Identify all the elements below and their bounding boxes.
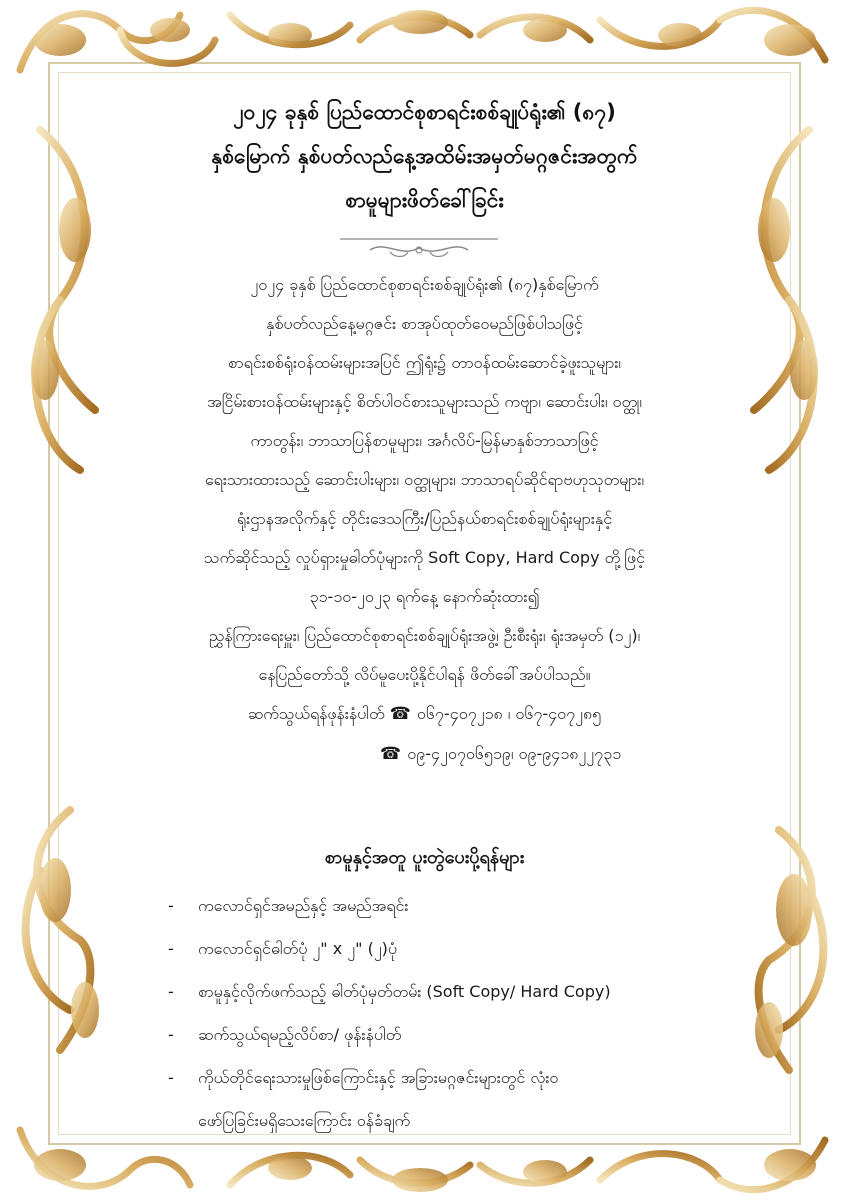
telephone-icon: ☎ — [389, 704, 411, 724]
flourish-divider — [340, 236, 498, 260]
body-line: ၂၀၂၄ ခုနှစ် ပြည်ထောင်စုစာရင်းစစ်ချုပ်ရုံး၏ (၈၇)နှစ်မြောက် — [250, 275, 599, 294]
list-item-text: ဆက်သွယ်ရမည့်လိပ်စာ/ ဖုန်းနံပါတ် — [198, 1025, 402, 1044]
body-line: ရေးသားထားသည့် ဆောင်းပါးများ၊ ဝတ္ထုများ၊ ဘာသာရပ်ဆိုင်ရာဗဟုသုတများ၊ — [204, 470, 645, 489]
list-dash: - — [168, 1068, 174, 1087]
requirements-list — [168, 884, 768, 1142]
list-item-continuation: ဖော်ပြခြင်းမရှိသေးကြောင်း ဝန်ခံချက် — [198, 1111, 411, 1130]
list-item-text: စာမူနှင့်လိုက်ဖက်သည့် ဓါတ်ပုံမှတ်တမ်း (Soft Copy/ Hard Copy) — [198, 982, 611, 1001]
list-item — [168, 970, 768, 1013]
list-dash: - — [168, 896, 174, 915]
list-dash: - — [168, 982, 174, 1001]
list-dash: - — [168, 939, 174, 958]
list-item-text: ကလောင်ရှင်အမည်နှင့် အမည်အရင်း — [198, 896, 409, 915]
body-line: သက်ဆိုင်သည့် လှုပ်ရှားမှုဓါတ်ပုံများကို Soft Copy, Hard Copy တို့ဖြင့် — [204, 548, 645, 567]
list-item-text: ကလောင်ရှင်ဓါတ်ပုံ ၂" x ၂" (၂)ပုံ — [198, 939, 398, 958]
contact-numbers-2: ၀၉-၄၂၀၇၀၆၅၁၉၊ ၀၉-၉၄၁၈၂၂၇၃၁ — [407, 744, 622, 763]
body-line: ၃၁-၁၀-၂၀၂၃ ရက်နေ့ နောက်ဆုံးထား၍ — [309, 587, 540, 606]
invitation-body — [70, 265, 779, 774]
body-line: နှစ်ပတ်လည်နေ့မဂ္ဂဇင်း စာအုပ်ထုတ်ဝေမည်ဖြစ်ပါသဖြင့် — [266, 314, 583, 333]
list-item — [168, 1013, 768, 1056]
body-line: ရုံးဌာနအလိုက်နှင့် တိုင်းဒေသကြီး/ပြည်နယ်စာရင်းစစ်ချုပ်ရုံးများနှင့် — [236, 509, 613, 528]
body-line: စာရင်းစစ်ရုံးဝန်ထမ်းများအပြင် ဤရုံး၌ တာဝန်ထမ်းဆောင်ခဲ့ဖူးသူများ၊ — [228, 353, 621, 372]
title-line-2: နှစ်မြောက် နှစ်ပတ်လည်နေ့အထိမ်းအမှတ်မဂ္ဂဇင်းအတွက် — [211, 144, 638, 168]
list-item — [168, 1056, 768, 1099]
title-block — [80, 90, 769, 222]
list-item — [168, 927, 768, 970]
telephone-icon: ☎ — [380, 744, 402, 764]
requirements-heading: စာမူနှင့်အတူ ပူးတွဲပေးပို့ရန်များ — [324, 847, 525, 868]
body-line: ညွှန်ကြားရေးမှူး၊ ပြည်ထောင်စုစာရင်းစစ်ချုပ်ရုံးအဖွဲ့၊ ဦးစီးရုံး၊ ရုံးအမှတ် (၁၂)၊ — [208, 626, 641, 645]
body-line: နေပြည်တော်သို့ လိပ်မူပေးပို့နိုင်ပါရန် ဖိတ်ခေါ်အပ်ပါသည်။ — [258, 665, 591, 684]
list-dash: - — [168, 1025, 174, 1044]
contact-numbers-1: ၀၆၇-၄၀၇၂၁၈ ၊ ၀၆၇-၄၀၇၂၈၅ — [416, 704, 602, 723]
title-line-3: စာမူများဖိတ်ခေါ်ခြင်း — [345, 188, 504, 212]
body-line: ကာတွန်း၊ ဘာသာပြန်စာမူများ၊ အင်္ဂလိပ်-မြန်မာနှစ်ဘာသာဖြင့် — [250, 431, 599, 450]
list-item — [168, 884, 768, 927]
page-title — [80, 90, 769, 222]
list-item-text: ကိုယ်တိုင်ရေးသားမှုဖြစ်ကြောင်းနှင့် အခြားမဂ္ဂဇင်းများတွင် လုံးဝ — [198, 1068, 559, 1087]
contact-line-1 — [70, 694, 779, 734]
contact-line-2 — [70, 734, 779, 774]
contact-label: ဆက်သွယ်ရန်ဖုန်းနံပါတ် — [247, 704, 385, 723]
body-line: အငြိမ်းစားဝန်ထမ်းများနှင့် စိတ်ပါဝင်စားသူများသည် ကဗျာ၊ ဆောင်းပါး၊ ဝတ္ထု၊ — [207, 392, 642, 411]
title-line-1: ၂၀၂၄ ခုနှစ် ပြည်ထောင်စုစာရင်းစစ်ချုပ်ရုံး၏ (၈၇) — [233, 100, 616, 124]
